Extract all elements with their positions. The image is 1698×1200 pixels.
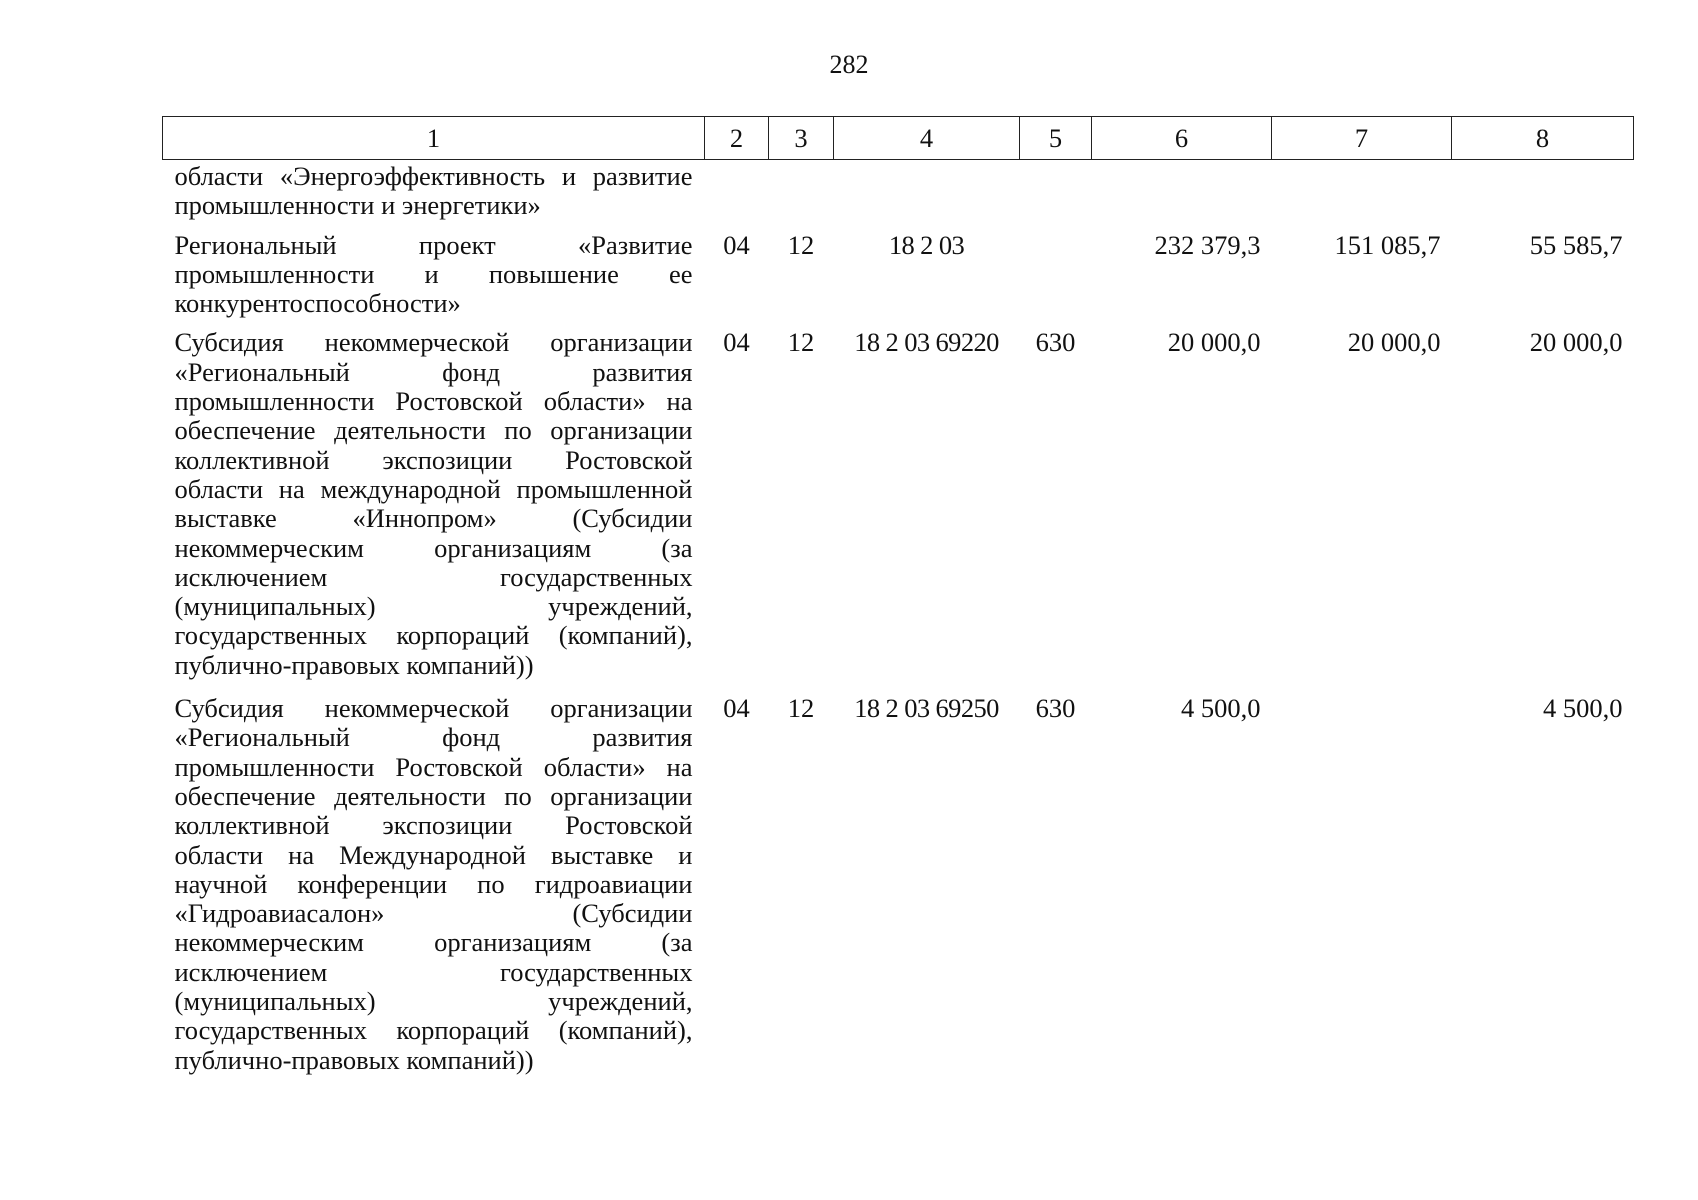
row-col-8: 4 500,0	[1543, 693, 1623, 724]
row-col-3: 12	[787, 229, 815, 260]
header-cell-2: 2	[705, 117, 769, 160]
table-row	[163, 680, 1634, 1075]
row-description: Региональный проект «Развитие промышленности и повышение ее конкурентоспособности»	[174, 229, 693, 319]
header-cell-7: 7	[1272, 117, 1452, 160]
table-body	[163, 160, 1634, 1075]
row-col-5: 630	[1035, 327, 1076, 358]
row-col-6: 20 000,0	[1167, 327, 1261, 358]
row-col-6	[1092, 160, 1272, 221]
row-col-4: 18 2 03	[888, 229, 965, 260]
row-col-6: 232 379,3	[1154, 229, 1261, 260]
header-cell-5: 5	[1020, 117, 1092, 160]
table-row	[163, 160, 1634, 221]
table-row	[163, 318, 1634, 680]
row-col-6: 4 500,0	[1181, 693, 1261, 724]
row-col-8: 20 000,0	[1529, 327, 1623, 358]
row-col-2: 04	[723, 229, 750, 260]
budget-table	[162, 116, 1634, 1075]
row-col-2	[705, 160, 769, 221]
row-col-3: 12	[787, 327, 815, 358]
row-col-4	[834, 160, 1020, 221]
row-col-7: 151 085,7	[1334, 229, 1441, 260]
row-col-7: 20 000,0	[1347, 327, 1441, 358]
row-col-7	[1272, 680, 1452, 1075]
row-col-4: 18 2 03 69250	[854, 693, 999, 724]
row-col-4: 18 2 03 69220	[854, 327, 999, 358]
row-col-3	[769, 160, 834, 221]
row-col-2: 04	[723, 693, 750, 724]
header-cell-4: 4	[834, 117, 1020, 160]
row-description: области «Энергоэффективность и развитие промышленности и энергетики»	[174, 161, 693, 221]
header-cell-6: 6	[1092, 117, 1272, 160]
row-col-3: 12	[787, 693, 815, 724]
header-cell-1: 1	[163, 117, 705, 160]
header-row	[163, 117, 1634, 160]
row-col-8: 55 585,7	[1529, 229, 1623, 260]
header-cell-3: 3	[769, 117, 834, 160]
page-number: 282	[829, 50, 869, 79]
row-description: Субсидия некоммерческой организации «Региональный фонд развития промышленности Ростовской области» на обеспечение деятельности по организации коллективной экспозиции Ростовской области на международной промышленной выставке «Иннопром» (Субсидии некоммерческим организациям (за исключением государственных (муниципальных) учреждений, государственных корпораций (компаний), публично-правовых компаний))	[174, 327, 693, 680]
row-col-5	[1020, 221, 1092, 319]
row-description: Субсидия некоммерческой организации «Региональный фонд развития промышленности Ростовской области» на обеспечение деятельности по организации коллективной экспозиции Ростовской области на Международной выставке и научной конференции по гидроавиации «Гидроавиасалон» (Субсидии некоммерческим организациям (за исключением государственных (муниципальных) учреждений, государственных корпораций (компаний), публично-правовых компаний))	[174, 693, 693, 1075]
row-col-5	[1020, 160, 1092, 221]
table-row	[163, 221, 1634, 319]
row-col-2: 04	[723, 327, 750, 358]
table-header	[163, 117, 1634, 160]
row-col-8	[1452, 160, 1634, 221]
row-col-7	[1272, 160, 1452, 221]
row-col-5: 630	[1035, 693, 1076, 724]
header-cell-8: 8	[1452, 117, 1634, 160]
